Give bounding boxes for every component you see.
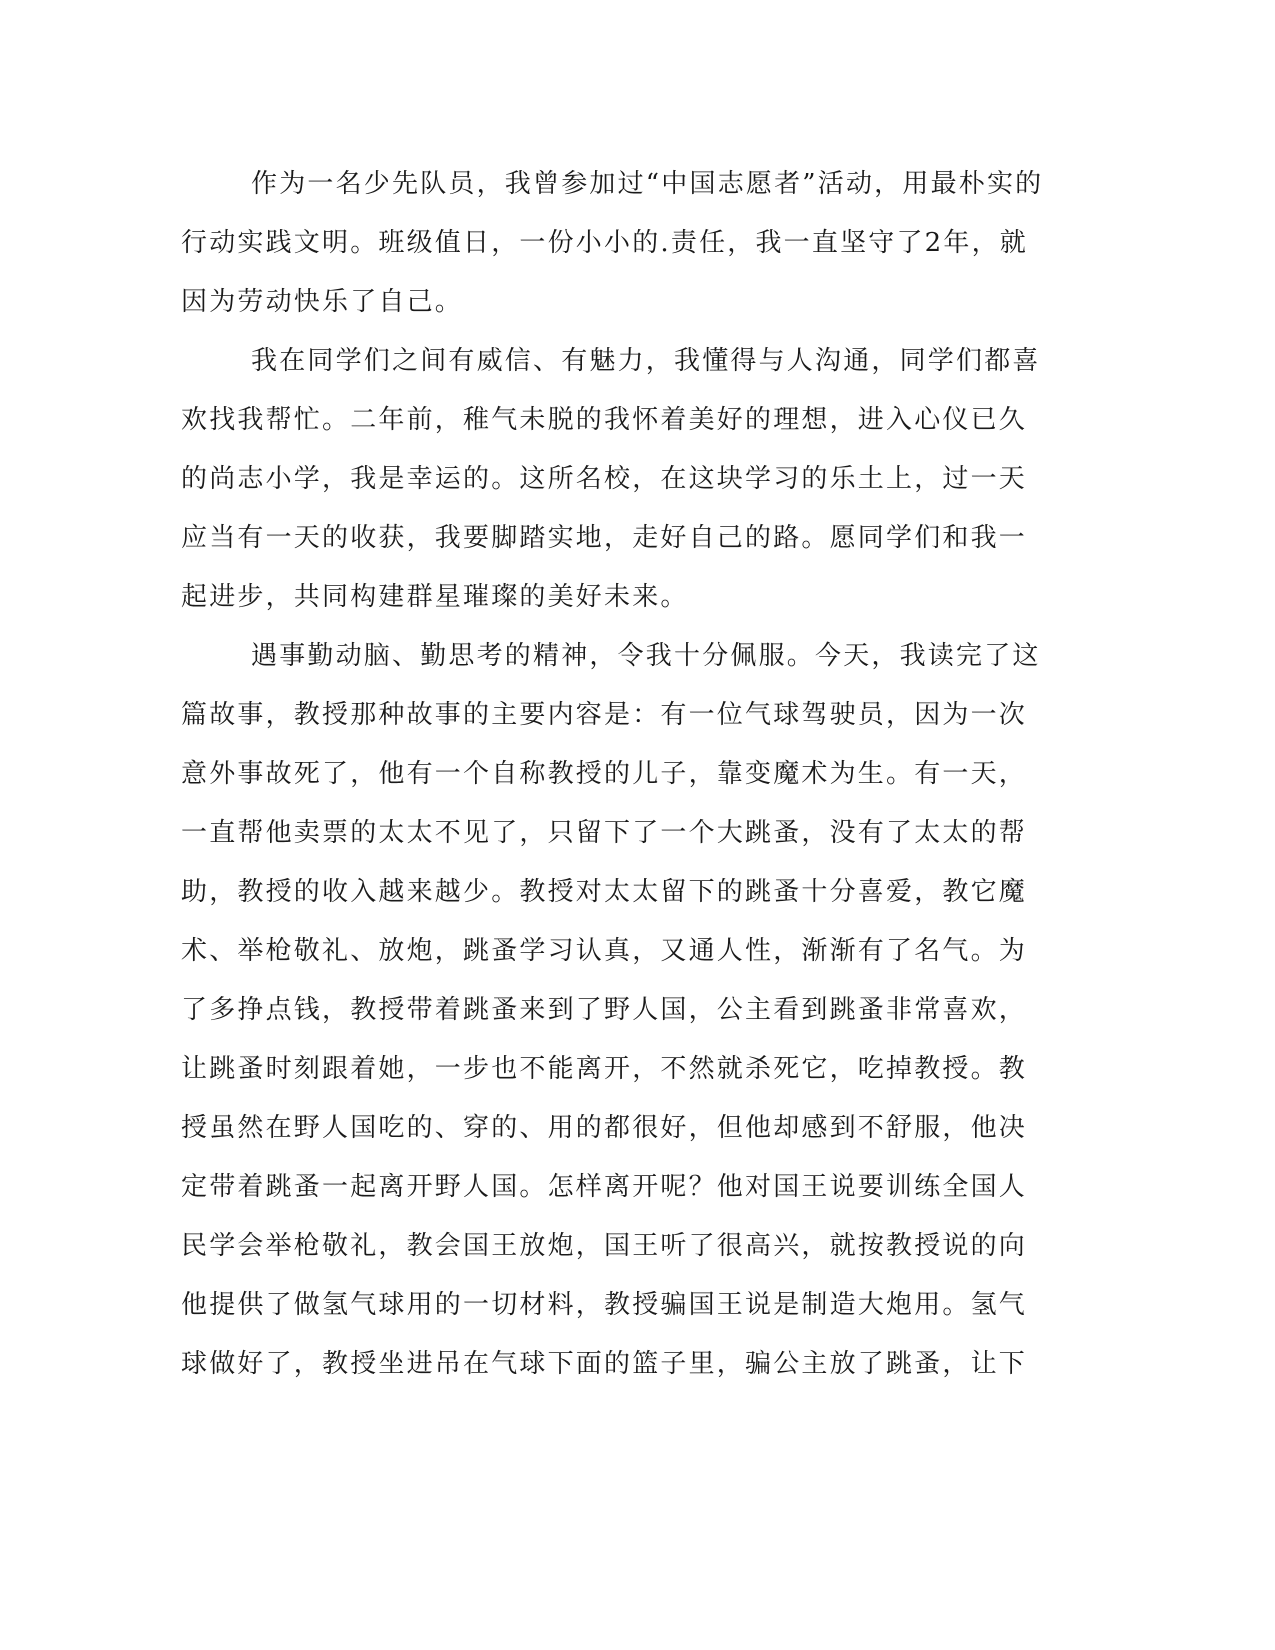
text-line: 让跳蚤时刻跟着她，一步也不能离开，不然就杀死它，吃掉教授。教 bbox=[181, 1054, 1028, 1084]
text-line: 篇故事，教授那种故事的主要内容是：有一位气球驾驶员，因为一次 bbox=[181, 700, 1028, 730]
text-line: 民学会举枪敬礼，教会国王放炮，国王听了很高兴，就按教授说的向 bbox=[181, 1231, 1028, 1261]
text-line: 遇事勤动脑、勤思考的精神，令我十分佩服。今天，我读完了这 bbox=[251, 641, 1041, 671]
text-line: 的尚志小学，我是幸运的。这所名校，在这块学习的乐土上，过一天 bbox=[181, 464, 1028, 494]
text-line: 行动实践文明。班级值日，一份小小的.责任，我一直坚守了2年，就 bbox=[181, 228, 1029, 258]
text-line: 助，教授的收入越来越少。教授对太太留下的跳蚤十分喜爱，教它魔 bbox=[181, 877, 1028, 907]
document-body bbox=[181, 155, 1044, 1394]
text-line: 欢找我帮忙。二年前，稚气未脱的我怀着美好的理想，进入心仪已久 bbox=[181, 405, 1028, 435]
text-line: 他提供了做氢气球用的一切材料，教授骗国王说是制造大炮用。氢气 bbox=[181, 1290, 1028, 1320]
text-line: 因为劳动快乐了自己。 bbox=[181, 287, 464, 317]
text-line: 定带着跳蚤一起离开野人国。怎样离开呢？他对国王说要训练全国人 bbox=[181, 1172, 1028, 1202]
text-line: 我在同学们之间有威信、有魅力，我懂得与人沟通，同学们都喜 bbox=[251, 346, 1041, 376]
text-line: 球做好了，教授坐进吊在气球下面的篮子里，骗公主放了跳蚤，让下 bbox=[181, 1349, 1028, 1379]
paragraph-2 bbox=[181, 332, 1041, 627]
text-line: 术、举枪敬礼、放炮，跳蚤学习认真，又通人性，渐渐有了名气。为 bbox=[181, 936, 1028, 966]
text-line: 一直帮他卖票的太太不见了，只留下了一个大跳蚤，没有了太太的帮 bbox=[181, 818, 1028, 848]
text-line: 起进步，共同构建群星璀璨的美好未来。 bbox=[181, 582, 689, 612]
paragraph-1 bbox=[181, 155, 1044, 332]
paragraph-3 bbox=[181, 627, 1041, 1394]
text-line: 意外事故死了，他有一个自称教授的儿子，靠变魔术为生。有一天， bbox=[181, 759, 1028, 789]
text-line: 作为一名少先队员，我曾参加过“中国志愿者”活动，用最朴实的 bbox=[251, 169, 1044, 199]
text-line: 了多挣点钱，教授带着跳蚤来到了野人国，公主看到跳蚤非常喜欢， bbox=[181, 995, 1028, 1025]
text-line: 应当有一天的收获，我要脚踏实地，走好自己的路。愿同学们和我一 bbox=[181, 523, 1028, 553]
text-line: 授虽然在野人国吃的、穿的、用的都很好，但他却感到不舒服，他决 bbox=[181, 1113, 1028, 1143]
